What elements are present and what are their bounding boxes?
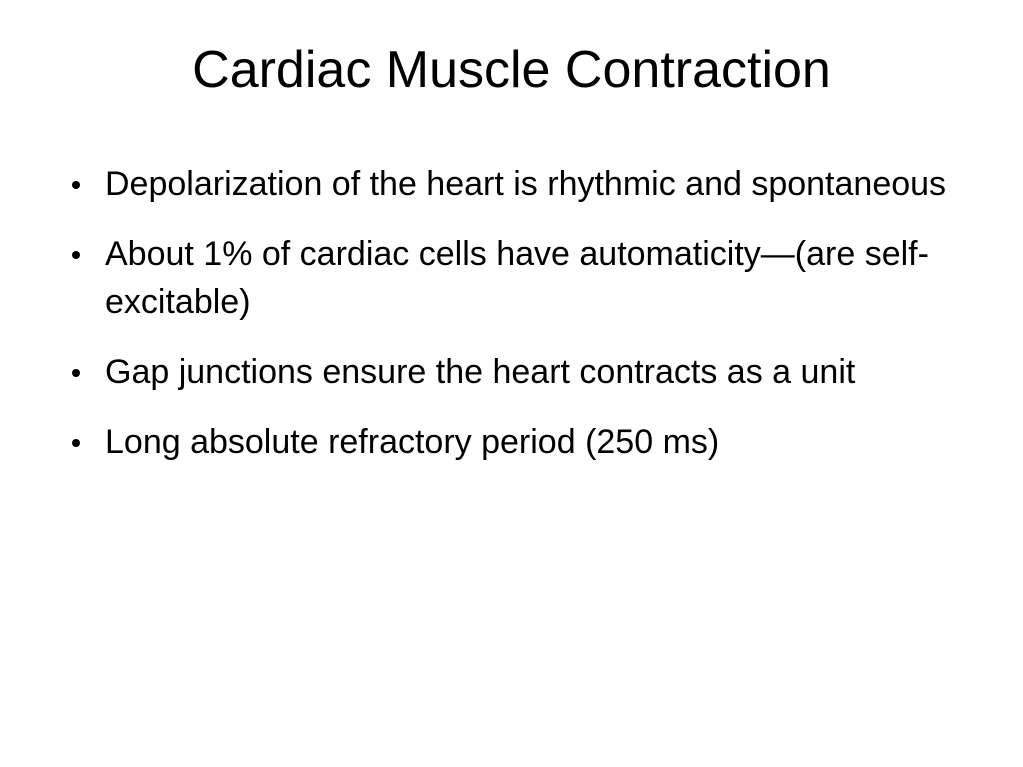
bullet-dot-icon [72,369,80,377]
bullet-text: About 1% of cardiac cells have automaticity—(are self-excitable) [105,235,929,321]
bullet-dot-icon [72,251,80,259]
bullet-dot-icon [72,181,80,189]
bullet-text: Gap junctions ensure the heart contracts as a unit [105,353,856,391]
bullet-text: Long absolute refractory period (250 ms) [105,423,720,461]
slide-title: Cardiac Muscle Contraction [192,41,831,99]
bullet-dot-icon [72,439,80,447]
bullet-item-automaticity [70,230,950,326]
bullet-list [70,160,950,488]
bullet-item-refractory-period [70,418,950,466]
bullet-text: Depolarization of the heart is rhythmic and spontaneous [105,165,947,203]
bullet-item-gap-junctions [70,348,950,396]
bullet-item-depolarization [70,160,950,208]
